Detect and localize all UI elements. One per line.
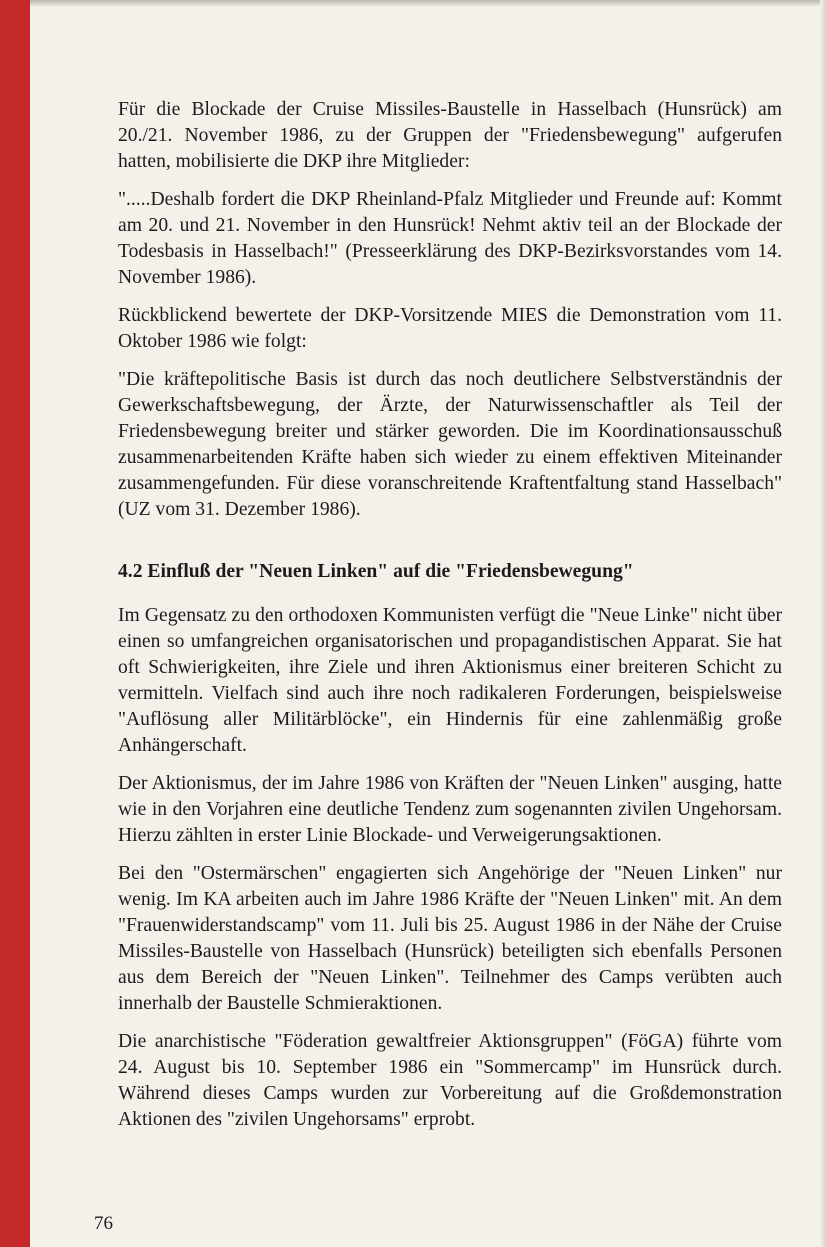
paragraph-neue-linke-apparat: Im Gegensatz zu den orthodoxen Kommunisten verfügt die "Neue Linke" nicht über einen so umfangreichen organisatorischen und propagandistischen Apparat. Sie hat oft Schwierigkeiten, ihre Ziele und ihren Aktionismus einer breiteren Schicht zu vermitteln. Vielfach sind auch ihre noch radikaleren Forderungen, beispielsweise "Auflösung aller Militärblöcke", ein Hindernis für eine zahlenmäßig große Anhängerschaft. — [118, 605, 782, 756]
page-right-shadow — [820, 0, 826, 1247]
page-body-text — [118, 97, 782, 1145]
page-top-shadow — [0, 0, 826, 7]
paragraph-mies-quote: "Die kräftepolitische Basis ist durch das noch deutlichere Selbstverständnis der Gewerkschaftsbewegung, der Ärzte, der Naturwissenschaftler als Teil der Friedensbewegung breiter und stärker geworden. Die im Koordinationsausschuß zusammenarbeitenden Kräfte haben sich wieder zu einem effektiven Miteinander zusammengefunden. Für diese voranschreitende Kraftentfaltung stand Hasselbach" (UZ vom 31. Dezember 1986). — [118, 369, 782, 520]
paragraph-foega: Die anarchistische "Föderation gewaltfreier Aktionsgruppen" (FöGA) führte vom 24. August bis 10. September 1986 ein "Sommercamp" im Hunsrück durch. Während dieses Camps wurden zur Vorbereitung auf die Großdemonstration Aktionen des "zivilen Ungehorsams" erprobt. — [118, 1031, 782, 1130]
paragraph-mies-intro: Rückblickend bewertete der DKP-Vorsitzende MIES die Demonstration vom 11. Oktober 1986 wie folgt: — [118, 305, 782, 352]
red-cover-edge — [0, 0, 30, 1247]
paragraph-aktionismus: Der Aktionismus, der im Jahre 1986 von Kräften der "Neuen Linken" ausging, hatte wie in den Vorjahren eine deutliche Tendenz zum sogenannten zivilen Ungehorsam. Hierzu zählten in erster Linie Blockade- und Verweigerungsaktionen. — [118, 773, 782, 846]
paragraph-dkp-quote: ".....Deshalb fordert die DKP Rheinland-Pfalz Mitglieder und Freunde auf: Kommt am 20. und 21. November in den Hunsrück! Nehmt aktiv teil an der Blockade der Todesbasis in Hasselbach!" (Presseerklärung des DKP-Bezirksvorstandes vom 14. November 1986). — [118, 189, 782, 288]
paragraph-ostermaersche: Bei den "Ostermärschen" engagierten sich Angehörige der "Neuen Linken" nur wenig. Im KA arbeiten auch im Jahre 1986 Kräfte der "Neuen Linken" mit. An dem "Frauenwiderstandscamp" vom 11. Juli bis 25. August 1986 in der Nähe der Cruise Missiles-Baustelle von Hasselbach (Hunsrück) beteiligten sich ebenfalls Personen aus dem Bereich der "Neuen Linken". Teilnehmer des Camps verübten auch innerhalb der Baustelle Schmieraktionen. — [118, 863, 782, 1014]
paragraph-blockade-intro: Für die Blockade der Cruise Missiles-Baustelle in Hasselbach (Hunsrück) am 20./21. November 1986, zu der Gruppen der "Friedensbewegung" aufgerufen hatten, mobilisierte die DKP ihre Mitglieder: — [118, 99, 782, 172]
page-number: 76 — [94, 1213, 113, 1234]
section-heading: 4.2 Einfluß der "Neuen Linken" auf die "Friedensbewegung" — [118, 561, 634, 582]
